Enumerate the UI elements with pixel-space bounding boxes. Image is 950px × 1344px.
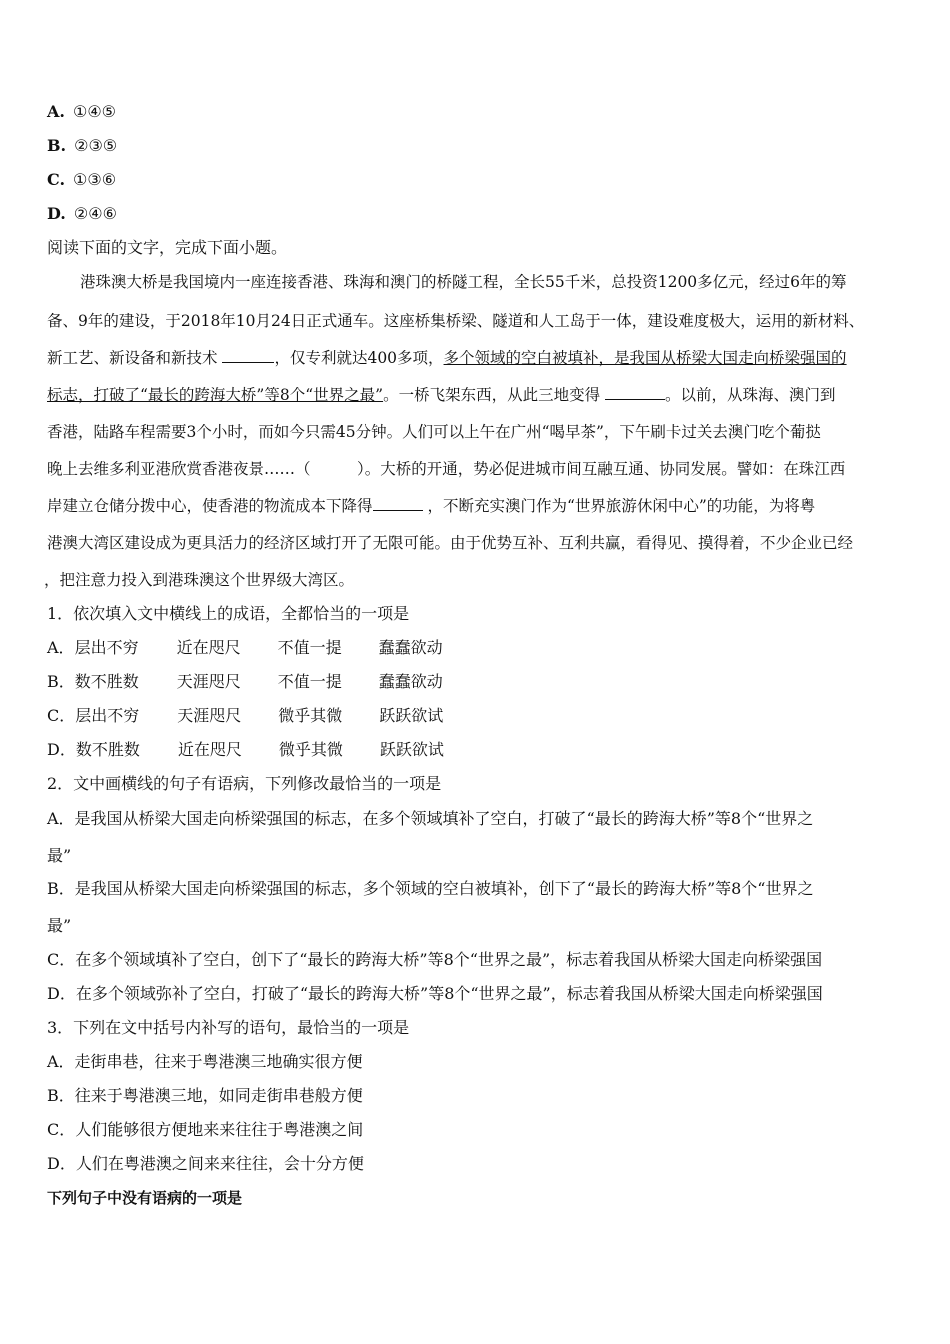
next-question-heading: 下列句子中没有语病的一项是 <box>47 1189 243 1207</box>
q2-option-b-cont: 最” <box>47 916 72 935</box>
passage-line-6: 晚上去维多利亚港欣赏香港夜景……（ ）。大桥的开通，势必促进城市间互融互通、协同发展。譬如：在珠江西 <box>47 460 846 478</box>
q1-option-a[interactable]: A．层出不穷 近在咫尺 不值一提 蠢蠢欲动 <box>47 638 443 657</box>
q1-option-c[interactable]: C．层出不穷 天涯咫尺 微乎其微 跃跃欲试 <box>47 706 444 725</box>
option-b[interactable]: B. ②③⑤ <box>47 136 118 155</box>
q1-option-b[interactable]: B．数不胜数 天涯咫尺 不值一提 蠢蠢欲动 <box>47 672 443 691</box>
q2-option-c[interactable]: C．在多个领域填补了空白，创下了“最长的跨海大桥”等8个“世界之最”，标志着我国从桥梁大国走向桥梁强国 <box>47 950 823 969</box>
blank-3[interactable] <box>373 496 423 511</box>
q3-option-a[interactable]: A．走街串巷，往来于粤港澳三地确实很方便 <box>47 1052 363 1071</box>
q1-stem: 1．依次填入文中横线上的成语，全都恰当的一项是 <box>47 604 410 623</box>
q2-option-b[interactable]: B．是我国从桥梁大国走向桥梁强国的标志，多个领域的空白被填补，创下了“最长的跨海大桥”等8个“世界之 <box>47 879 814 898</box>
option-c[interactable]: C. ①③⑥ <box>47 170 117 189</box>
passage-line-9: ，把注意力投入到港珠澳这个世界级大湾区。 <box>44 571 355 589</box>
q2-option-d[interactable]: D．在多个领域弥补了空白，打破了“最长的跨海大桥”等8个“世界之最”，标志着我国从桥梁大国走向桥梁强国 <box>47 984 823 1003</box>
blank-1[interactable] <box>222 348 274 363</box>
q2-option-a-cont: 最” <box>47 846 72 865</box>
passage-line-4: 标志，打破了“最长的跨海大桥”等8个“世界之最”。一桥飞架东西，从此三地变得 。以前，从珠海、澳门到 <box>47 386 836 404</box>
passage-line-7: 岸建立仓储分拨中心，使香港的物流成本下降得 ，不断充实澳门作为“世界旅游休闲中心”的功能，为将粤 <box>47 497 816 515</box>
q2-option-a[interactable]: A．是我国从桥梁大国走向桥梁强国的标志，在多个领域填补了空白，打破了“最长的跨海大桥”等8个“世界之 <box>47 809 814 828</box>
q3-stem: 3．下列在文中括号内补写的语句，最恰当的一项是 <box>47 1018 410 1037</box>
q3-option-b[interactable]: B．往来于粤港澳三地，如同走街串巷般方便 <box>47 1086 363 1105</box>
option-d[interactable]: D. ②④⑥ <box>47 204 117 223</box>
passage-line-1: 港珠澳大桥是我国境内一座连接香港、珠海和澳门的桥隧工程，全长55千米，总投资1200多亿元，经过6年的筹 <box>80 273 847 291</box>
option-a[interactable]: A. ①④⑤ <box>47 102 117 121</box>
passage-line-8: 港澳大湾区建设成为更具活力的经济区域打开了无限可能。由于优势互补、互利共赢，看得见、摸得着，不少企业已经 <box>47 534 854 552</box>
passage-line-5: 香港，陆路车程需要3个小时，而如今只需45分钟。人们可以上午在广州“喝早茶”，下午刷卡过关去澳门吃个葡挞 <box>47 423 821 441</box>
passage-line-2: 备、9年的建设，于2018年10月24日正式通车。这座桥集桥梁、隧道和人工岛于一体，建设难度极大，运用的新材料、 <box>47 312 865 330</box>
blank-2[interactable] <box>605 385 665 400</box>
q3-option-c[interactable]: C．人们能够很方便地来来往往于粤港澳之间 <box>47 1120 364 1139</box>
underlined-sentence: 多个领域的空白被填补，是我国从桥梁大国走向桥梁强国的 <box>443 349 847 367</box>
q3-option-d[interactable]: D．人们在粤港澳之间来来往往，会十分方便 <box>47 1154 364 1173</box>
q2-stem: 2．文中画横线的句子有语病，下列修改最恰当的一项是 <box>47 774 442 793</box>
q1-option-d[interactable]: D．数不胜数 近在咫尺 微乎其微 跃跃欲试 <box>47 740 444 759</box>
reading-intro: 阅读下面的文字，完成下面小题。 <box>47 238 288 257</box>
passage-line-3: 新工艺、新设备和新技术 ，仅专利就达400多项，多个领域的空白被填补，是我国从桥梁大国走向桥梁强国的 <box>47 349 847 367</box>
